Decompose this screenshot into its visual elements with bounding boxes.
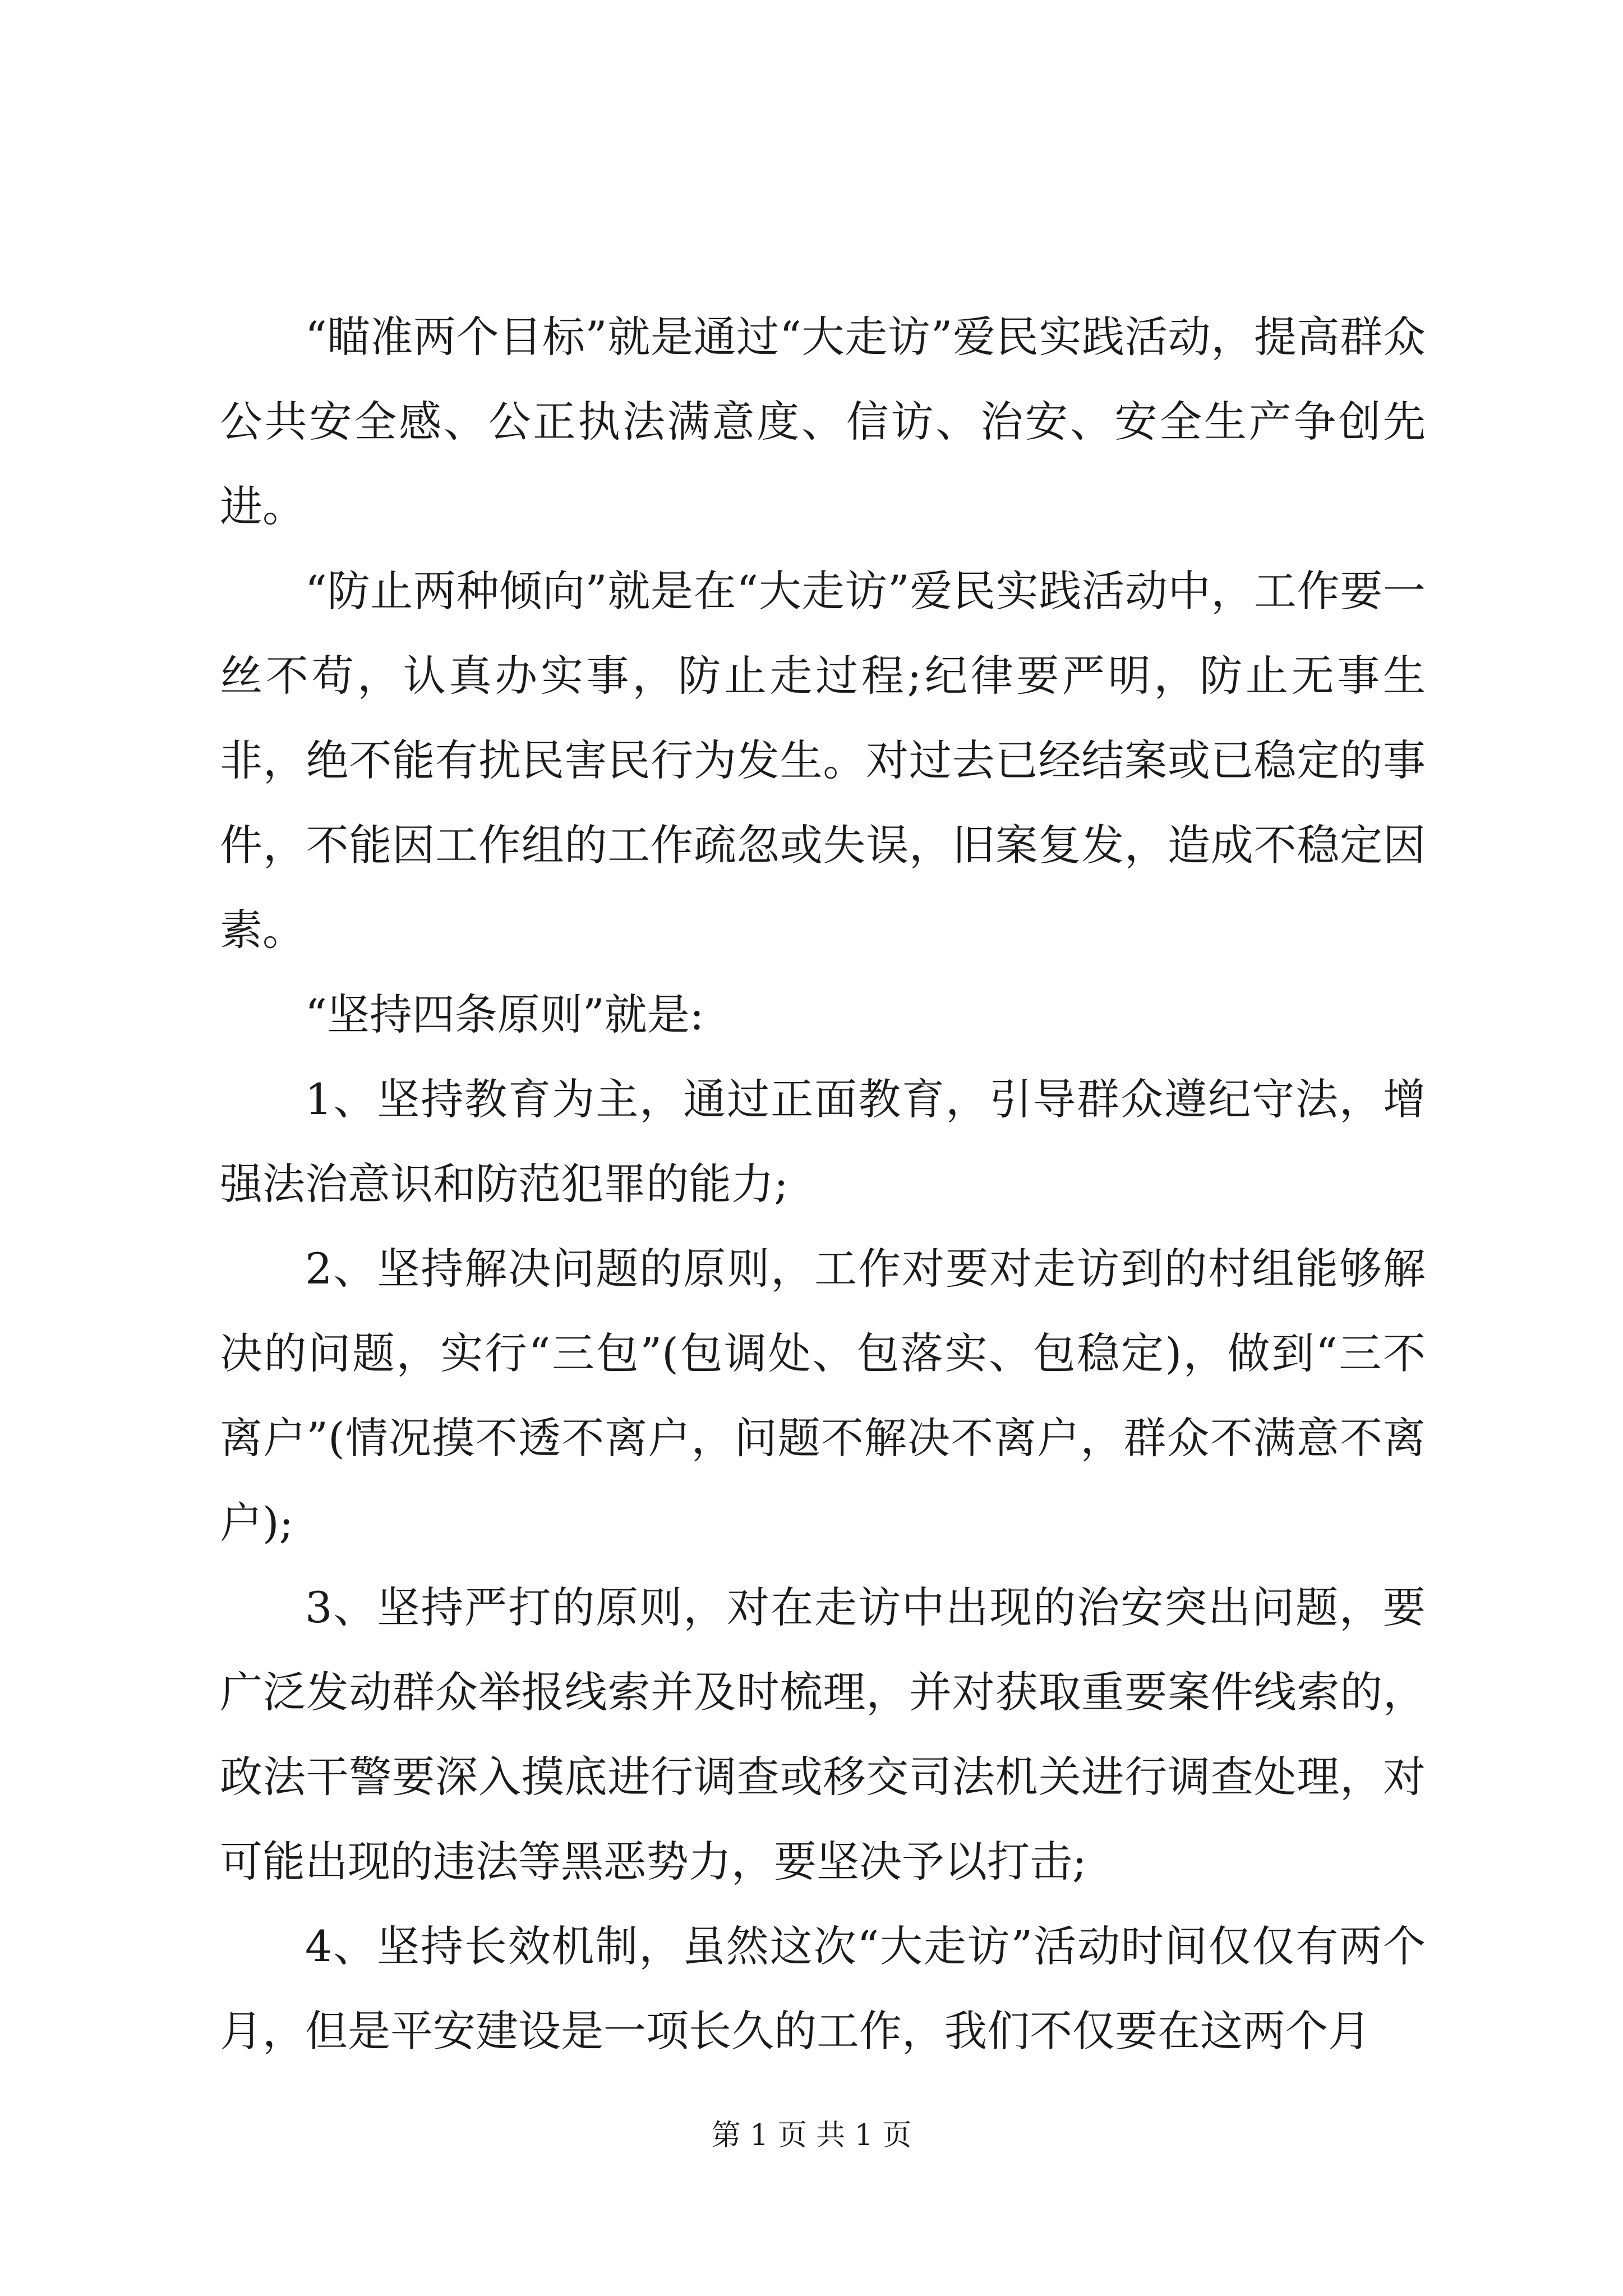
paragraph-principle-4: 4、坚持长效机制，虽然这次“大走访”活动时间仅仅有两个月，但是平安建设是一项长久的工作，我们不仅要在这两个月 [220,1921,1426,2056]
paragraph-principle-2: 2、坚持解决问题的原则，工作对要对走访到的村组能够解决的问题，实行“三包”(包调处、包落实、包稳定)，做到“三不离户”(情况摸不透不离户，问题不解决不离户，群众不满意不离户); [220,1244,1426,1548]
paragraph-two-tendencies: “防止两种倾向”就是在“大走访”爱民实践活动中，工作要一丝不苟，认真办实事，防止走过程;纪律要严明，防止无事生非，绝不能有扰民害民行为发生。对过去已经结案或已稳定的事件，不能因工作组的工作疏忽或失误，旧案复发，造成不稳定因素。 [220,566,1426,955]
paragraph-four-principles-heading: “坚持四条原则”就是: [305,990,704,1039]
page-footer: 第 1 页 共 1 页 [711,2119,912,2152]
paragraph-principle-1: 1、坚持教育为主，通过正面教育，引导群众遵纪守法，增强法治意识和防范犯罪的能力; [220,1074,1426,1209]
paragraph-principle-3: 3、坚持严打的原则，对在走访中出现的治安突出问题，要广泛发动群众举报线索并及时梳理，并对获取重要案件线索的，政法干警要深入摸底进行调查或移交司法机关进行调查处理，对可能出现的违法等黑恶势力，要坚决予以打击; [220,1582,1426,1887]
paragraph-two-goals: “瞄准两个目标”就是通过“大走访”爱民实践活动，提高群众公共安全感、公正执法满意度、信访、治安、安全生产争创先进。 [220,312,1426,531]
document-body [220,295,1426,2073]
